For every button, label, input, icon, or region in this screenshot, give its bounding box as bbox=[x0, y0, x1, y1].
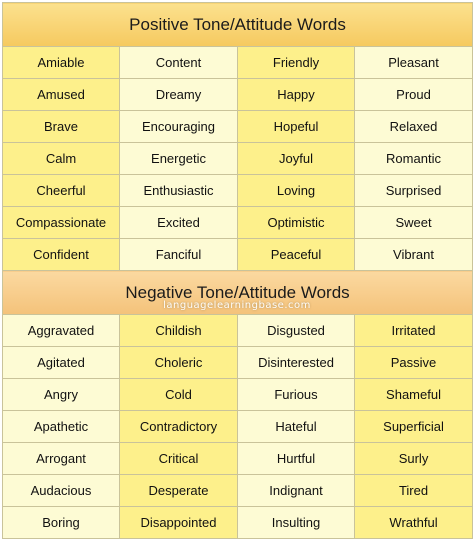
negative-word-cell: Disappointed bbox=[120, 507, 238, 539]
positive-word-row bbox=[3, 175, 473, 207]
positive-word-cell: Peaceful bbox=[238, 239, 355, 271]
negative-word-cell: Childish bbox=[120, 315, 238, 347]
negative-word-cell: Passive bbox=[355, 347, 473, 379]
negative-word-cell: Disinterested bbox=[238, 347, 355, 379]
negative-word-cell: Hurtful bbox=[238, 443, 355, 475]
negative-word-cell: Agitated bbox=[3, 347, 120, 379]
negative-word-cell: Audacious bbox=[3, 475, 120, 507]
tone-words-table bbox=[2, 2, 473, 539]
negative-word-cell: Disgusted bbox=[238, 315, 355, 347]
negative-word-cell: Furious bbox=[238, 379, 355, 411]
positive-word-row bbox=[3, 47, 473, 79]
positive-word-cell: Amused bbox=[3, 79, 120, 111]
positive-word-cell: Surprised bbox=[355, 175, 473, 207]
negative-section-title: Negative Tone/Attitude Words bbox=[3, 271, 473, 315]
positive-word-cell: Pleasant bbox=[355, 47, 473, 79]
positive-word-cell: Vibrant bbox=[355, 239, 473, 271]
positive-word-cell: Compassionate bbox=[3, 207, 120, 239]
positive-word-cell: Excited bbox=[120, 207, 238, 239]
positive-word-cell: Proud bbox=[355, 79, 473, 111]
positive-word-cell: Happy bbox=[238, 79, 355, 111]
negative-word-cell: Choleric bbox=[120, 347, 238, 379]
negative-word-cell: Superficial bbox=[355, 411, 473, 443]
positive-word-cell: Friendly bbox=[238, 47, 355, 79]
positive-word-cell: Optimistic bbox=[238, 207, 355, 239]
negative-word-cell: Insulting bbox=[238, 507, 355, 539]
positive-word-cell: Confident bbox=[3, 239, 120, 271]
positive-word-cell: Amiable bbox=[3, 47, 120, 79]
negative-word-cell: Aggravated bbox=[3, 315, 120, 347]
negative-word-cell: Shameful bbox=[355, 379, 473, 411]
negative-word-row bbox=[3, 347, 473, 379]
positive-word-cell: Content bbox=[120, 47, 238, 79]
positive-word-cell: Fanciful bbox=[120, 239, 238, 271]
positive-word-cell: Dreamy bbox=[120, 79, 238, 111]
negative-word-cell: Wrathful bbox=[355, 507, 473, 539]
positive-word-row bbox=[3, 79, 473, 111]
positive-word-cell: Sweet bbox=[355, 207, 473, 239]
negative-word-row bbox=[3, 411, 473, 443]
watermark-text: languagelearningbase.com bbox=[163, 300, 311, 311]
positive-word-row bbox=[3, 143, 473, 175]
negative-word-cell: Surly bbox=[355, 443, 473, 475]
negative-word-cell: Boring bbox=[3, 507, 120, 539]
negative-word-cell: Critical bbox=[120, 443, 238, 475]
positive-word-cell: Hopeful bbox=[238, 111, 355, 143]
negative-word-cell: Desperate bbox=[120, 475, 238, 507]
negative-word-cell: Tired bbox=[355, 475, 473, 507]
negative-word-cell: Irritated bbox=[355, 315, 473, 347]
positive-word-cell: Loving bbox=[238, 175, 355, 207]
positive-header-row bbox=[3, 3, 473, 47]
negative-header-row bbox=[3, 271, 473, 315]
negative-word-cell: Apathetic bbox=[3, 411, 120, 443]
negative-word-cell: Cold bbox=[120, 379, 238, 411]
positive-word-cell: Joyful bbox=[238, 143, 355, 175]
positive-word-row bbox=[3, 111, 473, 143]
positive-word-cell: Cheerful bbox=[3, 175, 120, 207]
negative-word-cell: Hateful bbox=[238, 411, 355, 443]
negative-word-row bbox=[3, 379, 473, 411]
positive-word-cell: Relaxed bbox=[355, 111, 473, 143]
positive-word-row bbox=[3, 207, 473, 239]
positive-word-row bbox=[3, 239, 473, 271]
positive-word-cell: Energetic bbox=[120, 143, 238, 175]
negative-word-cell: Arrogant bbox=[3, 443, 120, 475]
negative-word-cell: Indignant bbox=[238, 475, 355, 507]
positive-word-cell: Encouraging bbox=[120, 111, 238, 143]
negative-word-cell: Angry bbox=[3, 379, 120, 411]
negative-word-row bbox=[3, 443, 473, 475]
negative-word-row bbox=[3, 315, 473, 347]
negative-word-row bbox=[3, 475, 473, 507]
positive-word-cell: Brave bbox=[3, 111, 120, 143]
positive-word-cell: Calm bbox=[3, 143, 120, 175]
positive-section-title: Positive Tone/Attitude Words bbox=[3, 3, 473, 47]
negative-word-cell: Contradictory bbox=[120, 411, 238, 443]
positive-word-cell: Romantic bbox=[355, 143, 473, 175]
positive-word-cell: Enthusiastic bbox=[120, 175, 238, 207]
